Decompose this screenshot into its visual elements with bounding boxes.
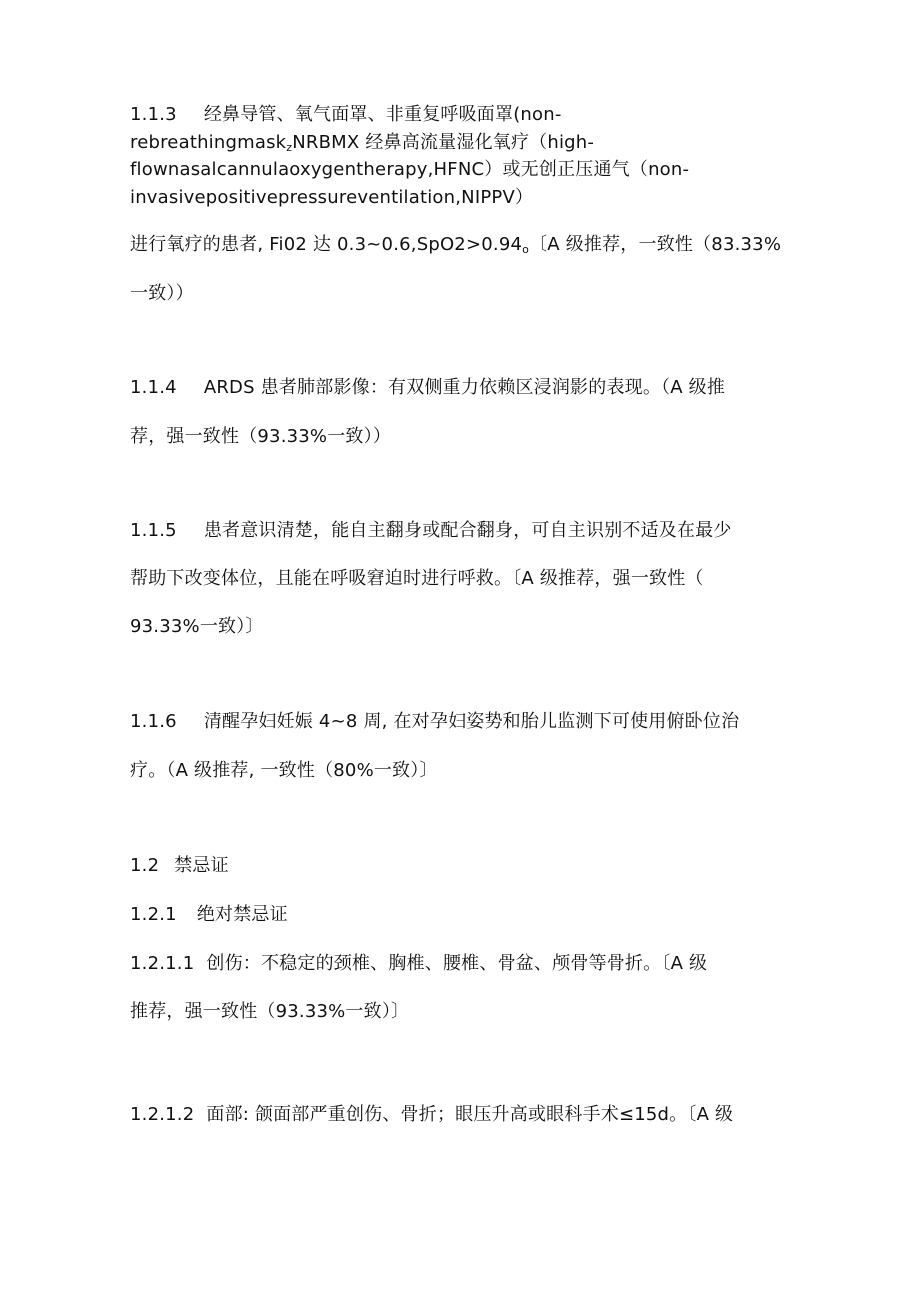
paragraph-text: 疗。（A 级推荐, 一致性（80%一致）〕 [130, 760, 438, 781]
section-1-1-4-line-2 [130, 428, 391, 446]
section-title: 绝对禁忌证 [196, 904, 288, 925]
paragraph-text: 〔A 级推荐，一致性（83.33% [529, 234, 782, 255]
section-1-1-5-line-3 [130, 618, 264, 636]
paragraph-text: 推荐，强一致性（93.33%一致）〕 [130, 1001, 410, 1022]
paragraph-text: 患者意识清楚，能自主翻身或配合翻身，可自主识别不适及在最少 [203, 520, 732, 541]
paragraph-text: NRBMX 经鼻高流量湿化氧疗（high- [292, 132, 595, 153]
section-1-1-3-line-2 [130, 134, 594, 153]
section-1-2-heading [130, 857, 229, 875]
section-number: 1.2 [130, 855, 160, 876]
section-number: 1.2.1 [130, 904, 177, 925]
paragraph-text: 荐，强一致性（93.33%一致）） [130, 426, 392, 447]
section-1-2-1-heading [130, 906, 288, 924]
section-number: 1.1.6 [130, 711, 177, 732]
paragraph-text: 93.33%一致）〕 [130, 616, 264, 637]
paragraph-text: 清醒孕妇妊娠 4~8 周, 在对孕妇姿势和胎儿监测下可使用俯卧位治 [203, 711, 740, 732]
section-number: 1.1.5 [130, 520, 177, 541]
section-1-1-3-line-3 [130, 161, 689, 179]
paragraph-text: invasivepositivepressureventilation,NIPPV） [130, 187, 534, 208]
section-1-2-1-2-line-1 [130, 1106, 733, 1124]
paragraph-text: 经鼻导管、氧气面罩、非重复呼吸面罩(non- [203, 104, 562, 125]
section-1-1-3-line-5 [130, 236, 781, 255]
paragraph-text: 进行氧疗的患者, Fi02 达 0.3~0.6,SpO2>0.94 [130, 234, 523, 255]
section-1-1-3-line-4 [130, 189, 533, 207]
section-1-1-5-line-2 [130, 570, 704, 588]
paragraph-text: flownasalcannulaoxygentherapy,HFNC）或无创正压通气（non- [130, 159, 690, 180]
section-number: 1.1.3 [130, 104, 177, 125]
section-number: 1.2.1.2 [130, 1104, 195, 1125]
section-1-1-6-line-2 [130, 762, 438, 780]
section-1-1-3-line-1 [130, 106, 562, 124]
section-number: 1.2.1.1 [130, 953, 195, 974]
section-1-2-1-1-line-1 [130, 955, 707, 973]
paragraph-text: rebreathingmask [130, 132, 287, 153]
paragraph-text: 一致）） [130, 283, 194, 304]
paragraph-text: 帮助下改变体位，且能在呼吸窘迫时进行呼救。〔A 级推荐，强一致性（ [130, 568, 704, 589]
paragraph-text: 面部: 颌面部严重创伤、骨折；眼压升高或眼科手术≤15d。〔A 级 [206, 1104, 734, 1125]
section-title: 禁忌证 [174, 855, 229, 876]
section-1-1-3-line-6 [130, 285, 194, 303]
section-1-1-5-line-1 [130, 522, 732, 540]
section-number: 1.1.4 [130, 377, 177, 398]
section-1-1-4-line-1 [130, 379, 725, 397]
subscript-text: z [286, 141, 293, 154]
subscript-text: o [522, 243, 530, 256]
section-1-2-1-1-line-2 [130, 1003, 409, 1021]
paragraph-text: 创伤：不稳定的颈椎、胸椎、腰椎、骨盆、颅骨等骨折。〔A 级 [206, 953, 708, 974]
paragraph-text: ARDS 患者肺部影像：有双侧重力依赖区浸润影的表现。（A 级推 [203, 377, 726, 398]
section-1-1-6-line-1 [130, 713, 739, 731]
